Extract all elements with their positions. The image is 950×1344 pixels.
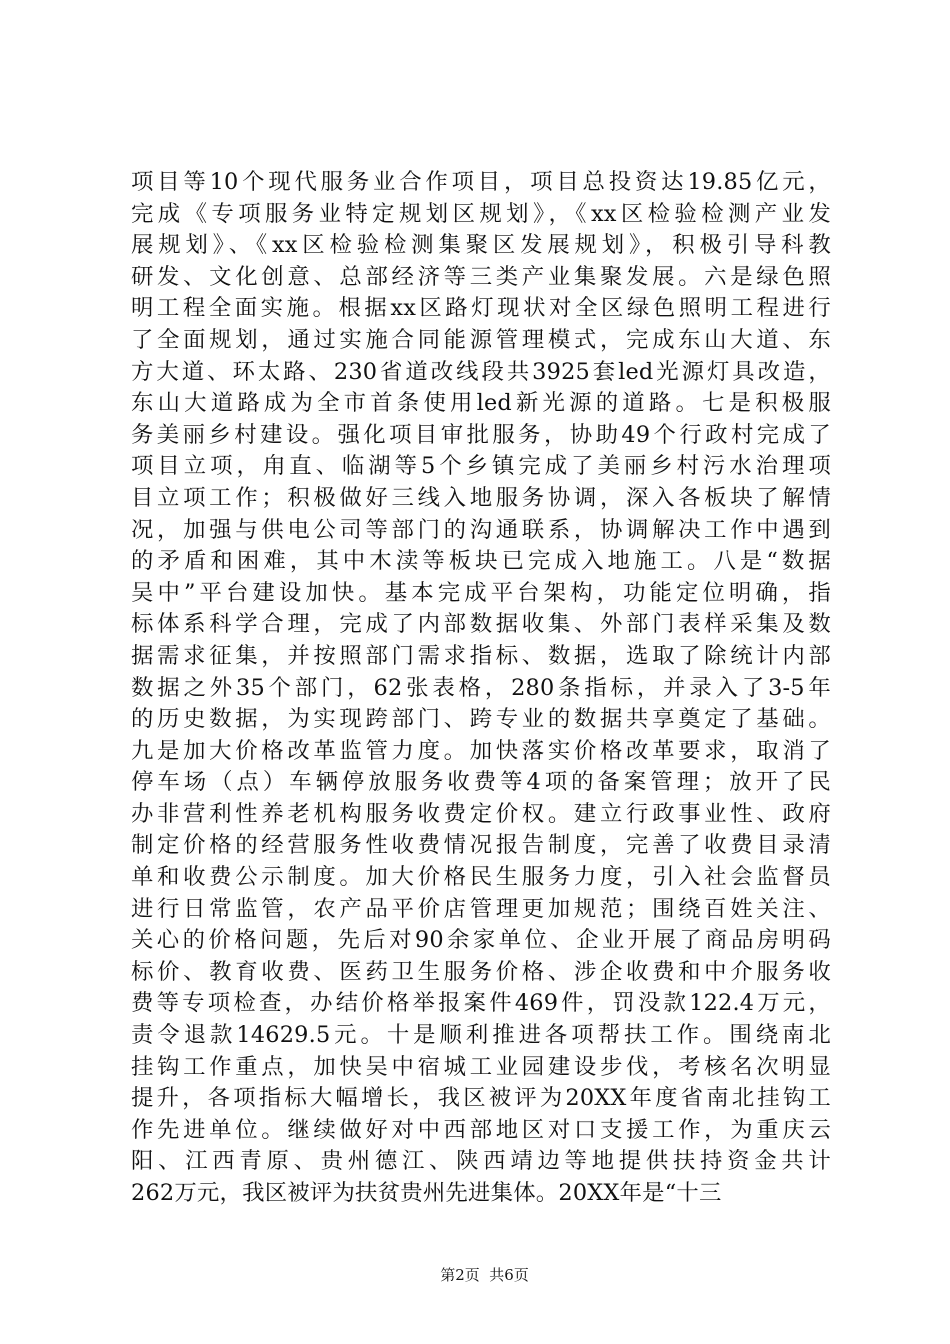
text-line: 目立项工作；积极做好三线入地服务协调，深入各板块了解情 [131,484,831,511]
text-line: 的矛盾和困难，其中木渎等板块已完成入地施工。八是“数据 [131,548,831,575]
text-line: 费等专项检查，办结价格举报案件469件，罚没款122.4万元， [131,990,831,1017]
text-line: 项目等10个现代服务业合作项目，项目总投资达19.85亿元， [131,169,831,195]
text-line: 关心的价格问题，先后对90余家单位、企业开展了商品房明码 [131,927,831,954]
text-line: 方大道、环太路、230省道改线段共3925套led光源灯具改造， [131,358,831,385]
body-text [131,167,831,1210]
page-number-label: 第2页 共6页 [440,1266,529,1284]
text-line: 研发、文化创意、总部经济等三类产业集聚发展。六是绿色照 [131,263,831,290]
text-line: 吴中”平台建设加快。基本完成平台架构，功能定位明确，指 [131,579,831,606]
page-footer [0,1245,950,1305]
text-line: 制定价格的经营服务性收费情况报告制度，完善了收费目录清 [131,832,831,859]
text-line: 数据之外35个部门，62张表格，280条指标，并录入了3-5年 [131,674,831,701]
text-line: 完成《专项服务业特定规划区规划》，《xx区检验检测产业发 [131,200,831,227]
text-line: 进行日常监管，农产品平价店管理更加规范；围绕百姓关注、 [131,895,831,922]
text-line: 责令退款14629.5元。十是顺利推进各项帮扶工作。围绕南北 [131,1022,831,1049]
text-line: 的历史数据，为实现跨部门、跨专业的数据共享奠定了基础。 [131,706,831,733]
text-line: 262万元，我区被评为扶贫贵州先进集体。20XX年是“十三 [131,1180,722,1206]
text-line: 单和收费公示制度。加大价格民生服务力度，引入社会监督员 [131,864,831,891]
text-line: 阳、江西青原、贵州德江、陕西靖边等地提供扶持资金共计 [131,1148,831,1175]
text-line: 况，加强与供电公司等部门的沟通联系，协调解决工作中遇到 [131,516,831,543]
text-line: 务美丽乡村建设。强化项目审批服务，协助49个行政村完成了 [131,421,831,448]
text-line: 九是加大价格改革监管力度。加快落实价格改革要求，取消了 [131,737,831,764]
text-line: 东山大道路成为全市首条使用led新光源的道路。七是积极服 [131,390,831,417]
text-line: 作先进单位。继续做好对中西部地区对口支援工作，为重庆云 [131,1116,831,1143]
text-line: 展规划》、《xx区检验检测集聚区发展规划》，积极引导科教 [131,232,831,259]
text-line: 办非营利性养老机构服务收费定价权。建立行政事业性、政府 [131,800,831,827]
text-line: 了全面规划，通过实施合同能源管理模式，完成东山大道、东 [131,326,831,353]
text-line: 据需求征集，并按照部门需求指标、数据，选取了除统计内部 [131,642,831,669]
text-line: 挂钩工作重点，加快吴中宿城工业园建设步伐，考核名次明显 [131,1053,831,1080]
text-line: 标价、教育收费、医药卫生服务价格、涉企收费和中介服务收 [131,958,831,985]
text-line: 提升，各项指标大幅增长，我区被评为20XX年度省南北挂钩工 [131,1085,831,1112]
text-line: 项目立项，甪直、临湖等5个乡镇完成了美丽乡村污水治理项 [131,453,831,480]
text-line: 标体系科学合理，完成了内部数据收集、外部门表样采集及数 [131,611,831,638]
text-line: 明工程全面实施。根据xx区路灯现状对全区绿色照明工程进行 [131,295,831,322]
text-line: 停车场（点）车辆停放服务收费等4项的备案管理；放开了民 [131,769,831,796]
